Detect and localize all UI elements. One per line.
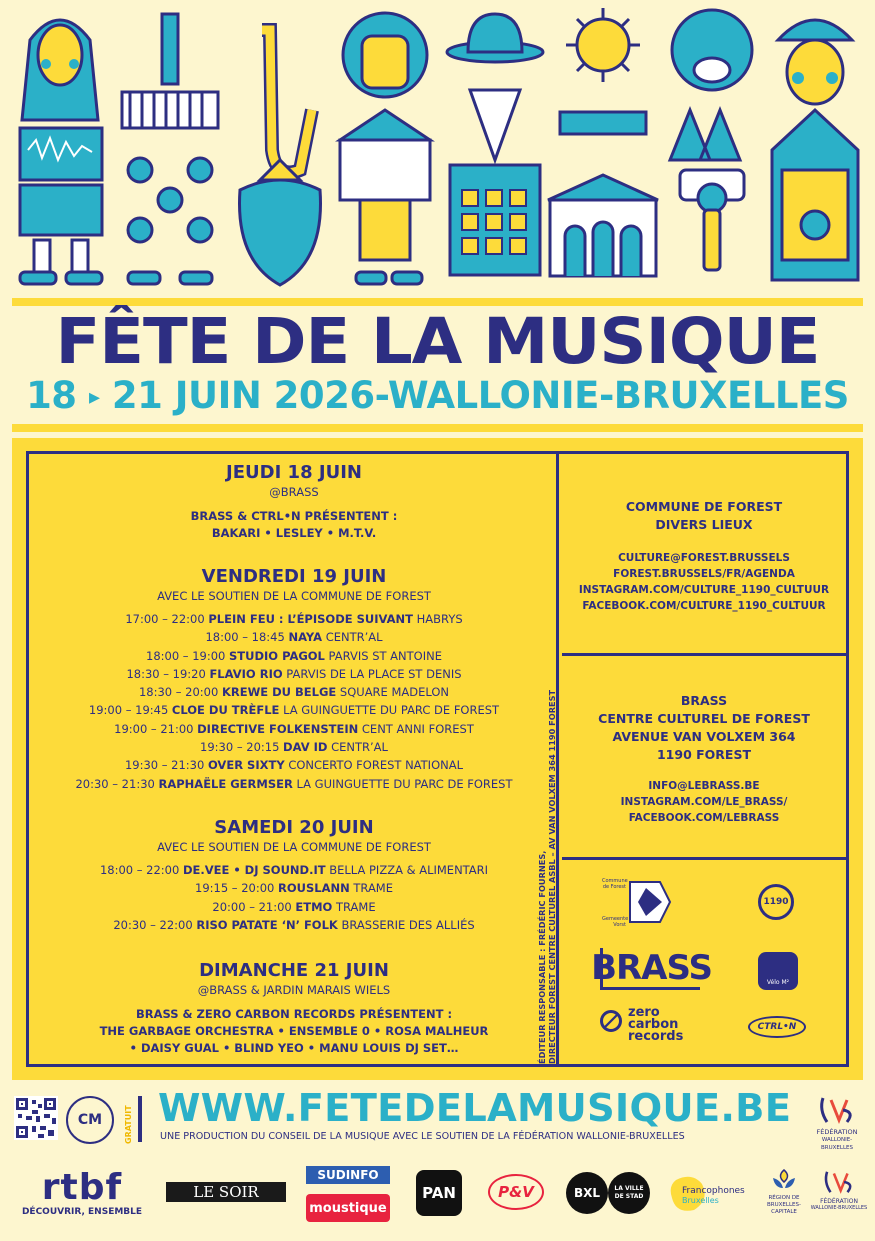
brass-info-box <box>562 656 846 860</box>
schedule-artist: KREWE DU BELGE <box>221 685 337 700</box>
federation-label-2: WALLONIE-BRUXELLES <box>821 1137 853 1151</box>
day-friday <box>29 566 559 793</box>
day-saturday <box>29 817 559 934</box>
programme-panel <box>12 438 863 1080</box>
schedule-time: 19:15 – 20:00 <box>195 881 275 896</box>
boar-microphone-character <box>670 10 752 270</box>
zero-carbon-word-3: records <box>628 1029 684 1044</box>
day-title: SAMEDI 20 JUIN <box>214 817 374 838</box>
bxl-logo: BXL <box>566 1172 608 1214</box>
logo-1190: 1190 <box>758 884 794 920</box>
schedule-artist: OVER SIXTY <box>207 758 285 773</box>
bruxelles-label: Bruxelles <box>682 1196 719 1205</box>
schedule-artist: STUDIO PAGOL <box>229 648 325 663</box>
schedule-artist: DE.VEE • DJ SOUND.IT <box>182 863 326 877</box>
schedule-line <box>29 738 559 756</box>
schedule-place: LA GUINGUETTE DU PARC DE FOREST <box>283 703 500 718</box>
girl-laptop-character <box>20 20 102 284</box>
schedule-time: 18:00 – 19:00 <box>146 648 226 663</box>
schedule-line <box>29 665 559 683</box>
francophones-label: Francophones <box>682 1186 745 1196</box>
ville-de-bruxelles-logo <box>608 1172 650 1214</box>
schedule-line <box>29 916 559 934</box>
schedule-place: LA GUINGUETTE DU PARC DE FOREST <box>296 776 513 791</box>
schedule-place: CENT ANNI FOREST <box>361 721 474 736</box>
schedule-line <box>29 628 559 646</box>
velo-m2-logo: Vélo M² <box>758 952 798 990</box>
schedule-artist: FLAVIO RIO <box>209 666 283 681</box>
zero-carbon-word-1: zero <box>628 1005 660 1020</box>
pan-logo: PAN <box>416 1170 462 1216</box>
commune-info-box <box>562 454 846 656</box>
schedule-artist: NAYA <box>288 630 323 645</box>
commune-instagram-link[interactable]: INSTAGRAM.COM/CULTURE_1190_CULTUUR <box>578 584 830 596</box>
brass-fullname: CENTRE CULTUREL DE FOREST <box>598 711 810 726</box>
schedule-line <box>29 647 559 665</box>
zero-carbon-word-2: carbon <box>628 1017 679 1032</box>
day-venue: AVEC LE SOUTIEN DE LA COMMUNE DE FOREST <box>157 840 431 854</box>
region-label-3: CAPITALE <box>771 1209 797 1215</box>
poster-title: FÊTE DE LA MUSIQUE <box>55 305 820 378</box>
rtbf-tagline: DÉCOUVRIR, ENSEMBLE <box>21 1207 143 1217</box>
date-end-region: 21 JUIN 2026-WALLONIE-BRUXELLES <box>111 374 849 417</box>
forest-logo-label-top: Commune de Forest <box>602 878 628 890</box>
schedule-line <box>29 756 559 774</box>
man-amplifier-character <box>772 20 858 280</box>
federation-logo <box>808 1094 866 1152</box>
schedule-place: PARVIS DE LA PLACE ST DENIS <box>286 666 462 681</box>
sponsor-footer <box>0 1160 875 1241</box>
brass-facebook-link[interactable]: FACEBOOK.COM/LEBRASS <box>628 812 780 824</box>
commune-name: COMMUNE DE FOREST <box>625 499 783 514</box>
federation-footer-label-2: WALLONIE-BRUXELLES <box>810 1205 868 1211</box>
day-venue: @BRASS <box>269 485 319 499</box>
schedule-place: PARVIS ST ANTOINE <box>328 648 442 663</box>
zero-carbon-logo <box>628 1007 683 1043</box>
schedule-artist: DIRECTIVE FOLKENSTEIN <box>197 721 359 736</box>
friday-schedule <box>29 610 559 793</box>
schedule-line <box>29 879 559 897</box>
production-credit: UNE PRODUCTION DU CONSEIL DE LA MUSIQUE AVEC LE SOUTIEN DE LA FÉDÉRATION WALLONIE-BRUXELLES <box>160 1131 685 1142</box>
schedule-time: 18:00 – 18:45 <box>205 630 285 645</box>
commune-facebook-link[interactable]: FACEBOOK.COM/CULTURE_1190_CULTUUR <box>582 600 826 612</box>
free-entry-text: GRATUIT <box>124 1105 133 1144</box>
free-divider <box>138 1096 142 1142</box>
schedule-artist: ETMO <box>295 899 333 914</box>
schedule-time: 20:00 – 21:00 <box>212 899 292 914</box>
day-title: JEUDI 18 JUIN <box>226 462 362 483</box>
day-title: VENDREDI 19 JUIN <box>201 566 387 587</box>
federation-label-1: FÉDÉRATION <box>816 1128 858 1136</box>
schedule-artist: ROUSLANN <box>278 881 350 896</box>
schedule-line <box>29 720 559 738</box>
zero-carbon-icon <box>600 1010 622 1032</box>
federation-mark-icon <box>817 1094 857 1126</box>
programme-frame <box>26 451 849 1067</box>
schedule-line <box>29 683 559 701</box>
saturday-schedule <box>29 861 559 934</box>
day-title: DIMANCHE 21 JUIN <box>199 960 389 981</box>
day-lineup: BAKARI • LESLEY • M.T.V. <box>211 526 377 540</box>
federation-footer-label-1: FÉDÉRATION <box>820 1198 858 1205</box>
day-venue: AVEC LE SOUTIEN DE LA COMMUNE DE FOREST <box>157 589 431 603</box>
schedule-time: 18:00 – 22:00 <box>99 863 180 877</box>
schedule-artist: PLEIN FEU : L’ÉPISODE SUIVANT <box>208 612 413 626</box>
region-label-2: BRUXELLES- <box>767 1202 801 1208</box>
schedule-place: CENTR’AL <box>331 740 388 755</box>
schedule-time: 19:30 – 21:30 <box>124 758 205 773</box>
characters-illustration <box>0 0 875 300</box>
brass-name: BRASS <box>680 693 728 708</box>
day-venue: @BRASS & JARDIN MARAIS WIELS <box>197 983 391 997</box>
date-start: 18 <box>26 374 77 417</box>
schedule-place: SQUARE MADELON <box>339 685 450 700</box>
schedule-line <box>29 610 559 628</box>
commune-places: DIVERS LIEUX <box>655 517 753 532</box>
event-dates <box>12 374 863 417</box>
day-thursday <box>29 462 559 542</box>
schedule-place: HABRYS <box>416 612 463 626</box>
schedule-place: BELLA PIZZA & ALIMENTARI <box>329 863 489 877</box>
day-presenters: BRASS & ZERO CARBON RECORDS PRÉSENTENT : <box>135 1007 453 1021</box>
pv-logo: P&V <box>488 1174 544 1210</box>
publisher-line-2: DIRECTEUR FOREST CENTRE CULTUREL ASBL – AV VAN VOLXEM 364 1190 FOREST <box>547 689 557 1064</box>
brass-city: 1190 FOREST <box>656 747 751 762</box>
schedule-time: 19:00 – 19:45 <box>88 703 169 718</box>
tower-atomium-character <box>122 14 218 284</box>
bowler-hat-character <box>447 14 543 275</box>
saxophone-strawberry-character <box>240 30 321 285</box>
le-soir-logo: LE SOIR <box>166 1182 286 1202</box>
website-link[interactable]: WWW.FETEDELAMUSIQUE.BE <box>158 1086 792 1131</box>
schedule-artist: DAV ID <box>283 740 328 755</box>
partner-logos-box <box>562 860 846 1064</box>
rtbf-logo: rtbf <box>41 1166 123 1208</box>
day-sunday <box>29 960 559 1057</box>
day-lineup: THE GARBAGE ORCHESTRA • ENSEMBLE 0 • ROSA MALHEUR <box>99 1024 489 1038</box>
schedule-time: 19:30 – 20:15 <box>200 740 280 755</box>
schedule-artist: RAPHAËLE GERMSER <box>158 776 293 791</box>
schedule-place: CENTR’AL <box>325 630 383 645</box>
lion-house-character <box>340 13 430 284</box>
federation-footer-mark-icon <box>822 1168 856 1196</box>
sun-arch-character <box>548 8 658 276</box>
schedule-artist: RISO PATATE ‘N’ FOLK <box>196 917 338 932</box>
moustique-logo: moustique <box>306 1194 390 1222</box>
brass-logo: BRASS <box>600 948 700 990</box>
commune-email-link[interactable]: CULTURE@FOREST.BRUSSELS <box>618 552 790 564</box>
free-entry-label <box>124 1094 136 1144</box>
day-lineup-cont: • DAISY GUAL • BLIND YEO • MANU LOUIS DJ SET… <box>129 1041 459 1055</box>
mid-divider <box>12 424 863 432</box>
schedule-line <box>29 861 559 879</box>
schedule-time: 20:30 – 22:00 <box>113 917 193 932</box>
schedule-time: 18:30 – 19:20 <box>126 666 206 681</box>
iris-icon <box>771 1168 797 1192</box>
federation-footer-logo <box>810 1168 868 1228</box>
schedule-artist: CLOE DU TRÈFLE <box>171 703 280 718</box>
brass-email-link[interactable]: INFO@LEBRASS.BE <box>648 780 760 792</box>
schedule-line <box>29 898 559 916</box>
commune-agenda-link[interactable]: FOREST.BRUSSELS/FR/AGENDA <box>613 568 795 580</box>
arrow-right-icon: ▸ <box>88 385 100 410</box>
conseil-musique-logo: CM <box>66 1096 114 1144</box>
region-label-1: RÉGION DE <box>768 1195 800 1201</box>
sudinfo-logo: SUDINFO <box>306 1166 390 1184</box>
schedule-line <box>29 775 559 793</box>
schedule-place: TRAME <box>335 899 376 914</box>
ville-label-2: DE STAD <box>614 1193 644 1200</box>
ville-label-1: LA VILLE <box>614 1185 644 1192</box>
schedule-time: 18:30 – 20:00 <box>138 685 219 700</box>
schedule-line <box>29 701 559 719</box>
qr-code-icon[interactable] <box>14 1096 58 1140</box>
schedule-time: 17:00 – 22:00 <box>125 612 205 626</box>
schedule-place: TRAME <box>353 881 393 896</box>
francophones-bruxelles-logo <box>666 1174 746 1214</box>
illustration-strip <box>0 0 875 300</box>
publisher-line-1: ÉDITEUR RESPONSABLE : FRÉDÉRIC FOURNES, <box>537 850 547 1064</box>
schedule-place: BRASSERIE DES ALLIÉS <box>341 917 475 932</box>
schedule-time: 20:30 – 21:30 <box>75 776 155 791</box>
schedule-column <box>29 454 559 1064</box>
schedule-time: 19:00 – 21:00 <box>114 721 194 736</box>
region-bruxelles-logo <box>756 1168 812 1228</box>
day-presenters: BRASS & CTRL•N PRÉSENTENT : <box>190 509 398 523</box>
brass-street: AVENUE VAN VOLXEM 364 <box>612 729 796 744</box>
ctrln-logo: CTRL•N <box>748 1016 806 1038</box>
schedule-place: CONCERTO FOREST NATIONAL <box>288 758 464 773</box>
brass-instagram-link[interactable]: INSTAGRAM.COM/LE_BRASS/ <box>620 796 788 808</box>
forest-logo-label-bottom: Gemeente Vorst <box>602 916 629 928</box>
